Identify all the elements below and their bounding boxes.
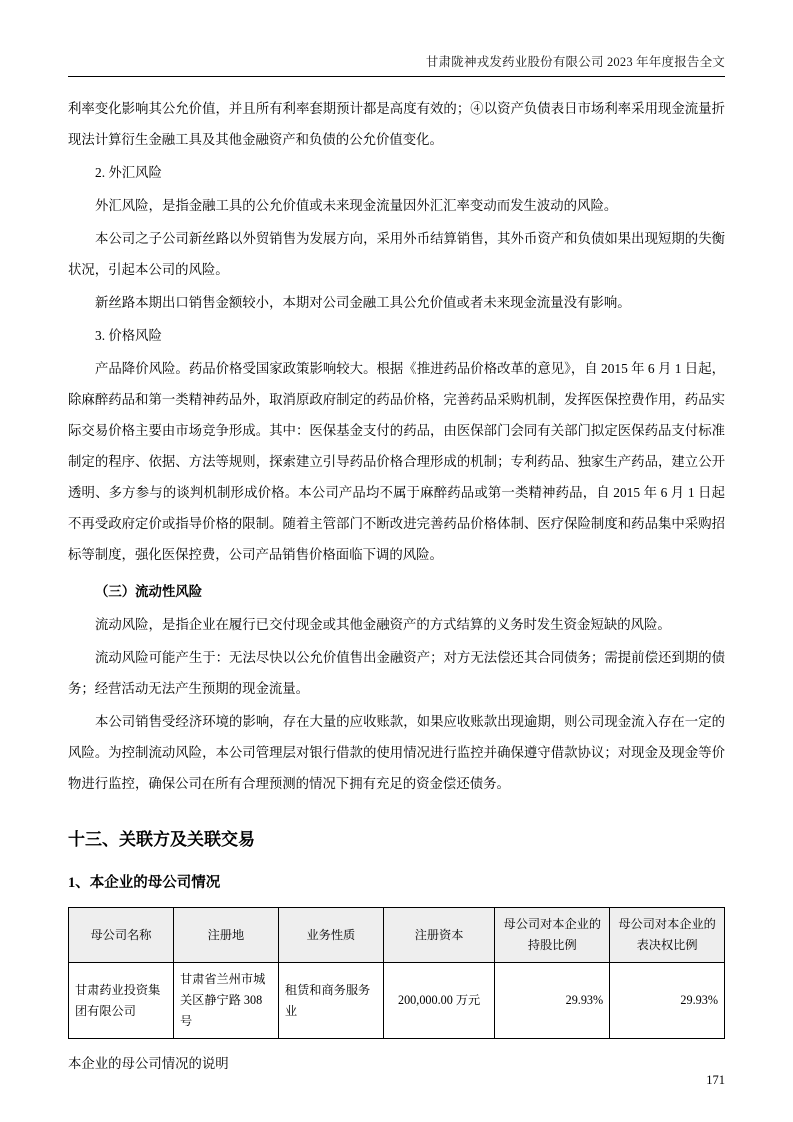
cell-nature: 租赁和商务服务业 (278, 963, 383, 1039)
paragraph-fx-risk-impact: 新丝路本期出口销售金额较小，本期对公司金融工具公允价值或者未来现金流量没有影响。 (95, 295, 631, 310)
cell-name: 甘肃药业投资集团有限公司 (69, 963, 174, 1039)
cell-shareholding: 29.93% (495, 963, 610, 1039)
subsection-title: 1、本企业的母公司情况 (68, 875, 221, 891)
heading-fx-risk: 2. 外汇风险 (95, 165, 162, 180)
parent-company-table (68, 907, 725, 1039)
col-header-voting: 母公司对本企业的表决权比例 (610, 908, 725, 963)
page-content (68, 52, 725, 1082)
col-header-name: 母公司名称 (69, 908, 174, 963)
table-header-row (69, 908, 725, 963)
table-row (69, 963, 725, 1039)
col-header-nature: 业务性质 (278, 908, 383, 963)
col-header-place: 注册地 (173, 908, 278, 963)
col-header-shareholding: 母公司对本企业的持股比例 (495, 908, 610, 963)
page-header: 甘肃陇神戎发药业股份有限公司 2023 年年度报告全文 (425, 55, 725, 69)
paragraph-fx-risk-definition: 外汇风险，是指金融工具的公允价值或未来现金流量因外汇汇率变动而发生波动的风险。 (95, 198, 618, 213)
cell-capital: 200,000.00 万元 (383, 963, 495, 1039)
paragraph-liquidity-control: 本公司销售受经济环境的影响，存在大量的应收账款，如果应收账款出现逾期，则公司现金流入存在一定的风险。为控制流动风险，本公司管理层对银行借款的使用情况进行监控并确保遵守借款协议；对现金及现金等价物进行监控，确保公司在所有合理预测的情况下拥有充足的资金偿还债务。 (68, 714, 725, 791)
heading-price-risk: 3. 价格风险 (95, 328, 162, 343)
page-number: 171 (706, 1073, 725, 1087)
table-note: 本企业的母公司情况的说明 (68, 1056, 229, 1071)
paragraph-interest-rate-risk: 利率变化影响其公允价值，并且所有利率套期预计都是高度有效的；④以资产负债表日市场利率采用现金流量折现法计算衍生金融工具及其他金融资产和负债的公允价值变化。 (68, 101, 725, 147)
col-header-capital: 注册资本 (383, 908, 495, 963)
header-divider (68, 76, 725, 77)
cell-voting: 29.93% (610, 963, 725, 1039)
chapter-title: 十三、关联方及关联交易 (68, 830, 255, 849)
heading-liquidity-risk: （三）流动性风险 (95, 584, 203, 599)
paragraph-liquidity-sources: 流动风险可能产生于：无法尽快以公允价值售出金融资产；对方无法偿还其合同债务；需提前偿还到期的债务；经营活动无法产生预期的现金流量。 (68, 650, 725, 696)
paragraph-fx-risk-subsidiary: 本公司之子公司新丝路以外贸销售为发展方向，采用外币结算销售，其外币资产和负债如果出现短期的失衡状况，引起本公司的风险。 (68, 231, 725, 277)
cell-place: 甘肃省兰州市城关区静宁路 308 号 (173, 963, 278, 1039)
paragraph-liquidity-definition: 流动风险，是指企业在履行已交付现金或其他金融资产的方式结算的义务时发生资金短缺的风险。 (95, 617, 671, 632)
paragraph-price-risk: 产品降价风险。药品价格受国家政策影响较大。根据《推进药品价格改革的意见》，自 2015 年 6 月 1 日起，除麻醉药品和第一类精神药品外，取消原政府制定的药品价格，完善药品采购机制，发挥医保控费作用，药品实际交易价格主要由市场竞争形成。其中：医保基金支付的药品，由医保部门会同有关部门拟定医保药品支付标准制定的程序、依据、方法等规则，探索建立引导药品价格合理形成的机制；专利药品、独家生产药品，建立公开透明、多方参与的谈判机制形成价格。本公司产品均不属于麻醉药品或第一类精神药品，自 2015 年 6 月 1 日起不再受政府定价或指导价格的限制。随着主管部门不断改进完善药品价格体制、医疗保险制度和药品集中采购招标等制度，强化医保控费，公司产品销售价格面临下调的风险。 (68, 361, 725, 562)
